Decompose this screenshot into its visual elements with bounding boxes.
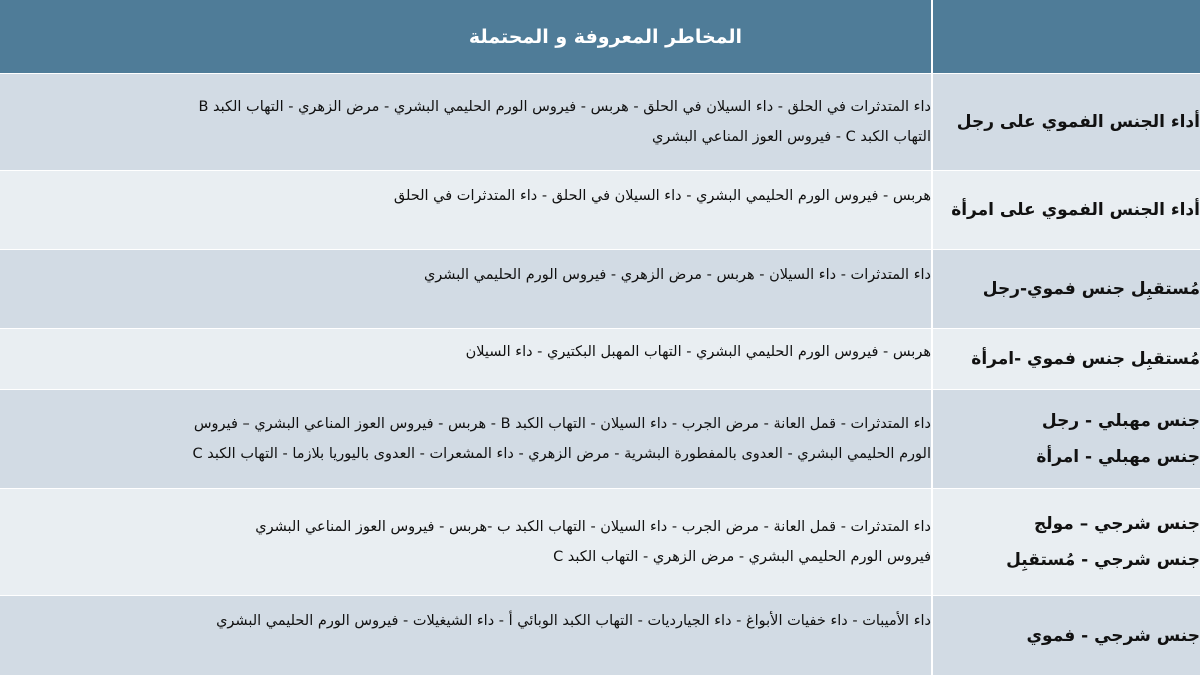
activity-label: مُستقبِل جنس فموي -امرأة [971,349,1200,369]
risks-cell [0,171,932,250]
risks-text: التهاب الكبد C - فيروس العوز المناعي البشري [651,129,931,145]
activity-label: جنس شرجي - فموي [1026,625,1200,646]
table-row [0,74,1200,171]
activity-label: جنس مهبلي - رجل [1041,411,1200,431]
risks-text: هربس - فيروس الورم الحليمي البشري - داء السيلان في الحلق - داء المتدثرات في الحلق [393,188,931,204]
activity-label: جنس مهبلي - امرأة [1036,447,1200,467]
activity-label-cell [932,74,1200,171]
activity-label: جنس شرجي – مولج [1033,514,1200,534]
table-row [0,250,1200,329]
activity-label: أداء الجنس الفموي على امرأة [951,200,1200,220]
activity-label-cell [932,171,1200,250]
table-row [0,329,1200,390]
risks-cell [0,489,932,596]
header-row [0,0,1200,74]
risks-text: فيروس الورم الحليمي البشري - مرض الزهري - التهاب الكبد C [553,549,931,565]
activity-label-cell [932,596,1200,676]
activity-label-cell [932,250,1200,329]
risks-text: داء المتدثرات في الحلق - داء السيلان في الحلق - هربس - فيروس الورم الحليمي البشري - مرض الزهري - التهاب الكبد B [198,99,931,115]
header-corner-cell [932,0,1200,74]
activity-label: أداء الجنس الفموي على رجل [956,112,1200,132]
risks-text: داء الأميبات - داء خفيات الأبواغ - داء الجيارديات - التهاب الكبد الوبائي أ - داء الشيغيلات - فيروس الورم الحليمي البشري [216,613,931,629]
risks-text: داء المتدثرات - قمل العانة - مرض الجرب - داء السيلان - التهاب الكبد B - هربس - فيروس العوز المناعي البشري – فيروس [193,416,931,432]
risks-cell [0,74,932,171]
risks-text: الورم الحليمي البشري - العدوى بالمفطورة البشرية - مرض الزهري - داء المشعرات - العدوى باليوريا بلازما - التهاب الكبد C [192,446,931,462]
risks-cell [0,390,932,489]
risks-cell [0,329,932,390]
table-row [0,489,1200,596]
table-row [0,171,1200,250]
table-row [0,390,1200,489]
activity-label-cell [932,329,1200,390]
risks-text: داء المتدثرات - داء السيلان - هربس - مرض الزهري - فيروس الورم الحليمي البشري [423,267,931,283]
activity-label: مُستقبِل جنس فموي-رجل [982,279,1200,299]
risks-cell [0,596,932,676]
activity-label-cell [932,489,1200,596]
table-row [0,596,1200,676]
table-title: المخاطر المعروفة و المحتملة [468,25,743,48]
activity-label: جنس شرجي - مُستقبِل [1006,550,1200,570]
activity-label-cell [932,390,1200,489]
header-title-cell [0,0,932,74]
risks-text: هربس - فيروس الورم الحليمي البشري - التهاب المهبل البكتيري - داء السيلان [465,344,931,360]
risks-text: داء المتدثرات - قمل العانة - مرض الجرب - داء السيلان - التهاب الكبد ب -هربس - فيروس العوز المناعي البشري [255,519,931,535]
risks-cell [0,250,932,329]
